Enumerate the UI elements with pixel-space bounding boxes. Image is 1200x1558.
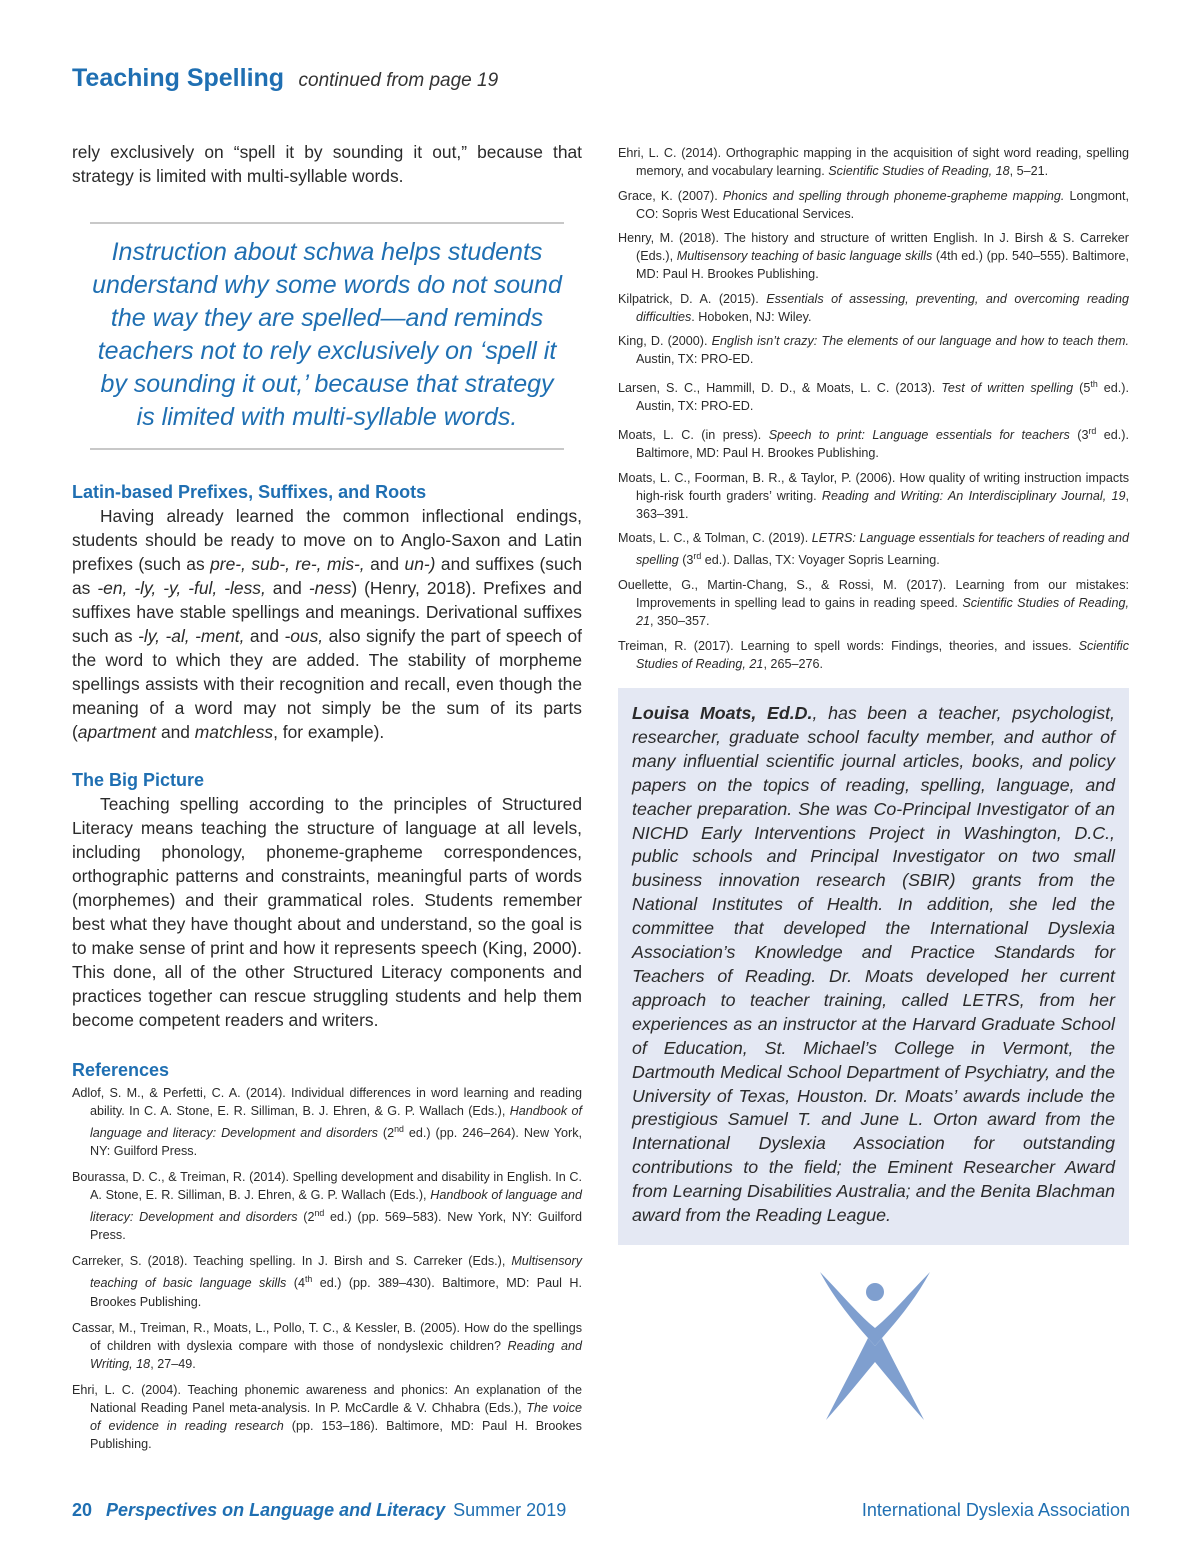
reference-item: King, D. (2000). English isn’t crazy: The elements of our language and how to teach them. Austin, TX: PRO-ED. <box>618 334 1129 367</box>
logo-head <box>866 1283 884 1301</box>
pull-quote <box>90 222 564 450</box>
reference-item: Ehri, L. C. (2004). Teaching phonemic awareness and phonics: An explanation of the National Reading Panel meta-analysis. In P. McCardle & V. Chhabra (Eds.), The voice of evidence in reading research (pp. 153–186). Baltimore, MD: Paul H. Brookes Publishing. <box>72 1382 582 1451</box>
latin-roots-paragraph: Having already learned the common inflectional endings, students should be ready to move on to Anglo-Saxon and Latin prefixes (such as pre-, sub-, re-, mis-, and un-) and suffixes (such as -en, -ly, -y, -ful, -less, and -ness) (Henry, 2018). Prefixes and suffixes have stable spellings and meanings. Derivational suffixes such as -ly, -al, -ment, and -ous, also signify the part of speech of the word to which they are added. The stability of morpheme spellings assists with their recognition and recall, even though the meaning of a word may not simply be the sum of its parts (apartment and matchless, for example). <box>72 506 582 742</box>
page-number: 20 <box>72 1500 93 1520</box>
pull-quote-line: by sounding it out,’ because that strategy <box>100 370 554 398</box>
reference-item: Larsen, S. C., Hammill, D. D., & Moats, L. C. (2013). Test of written spelling (5th ed.). Austin, TX: PRO-ED. <box>618 378 1129 414</box>
reference-item: Kilpatrick, D. A. (2015). Essentials of assessing, preventing, and overcoming reading difficulties. Hoboken, NJ: Wiley. <box>618 291 1129 324</box>
reference-item: Grace, K. (2007). Phonics and spelling through phoneme-grapheme mapping. Longmont, CO: Sopris West Educational Services. <box>618 188 1129 221</box>
reference-item: Treiman, R. (2017). Learning to spell words: Findings, theories, and issues. Scientific Studies of Reading, 21, 265–276. <box>618 638 1129 671</box>
author-bio <box>632 702 1115 1228</box>
continued-note: continued from page 19 <box>298 70 499 91</box>
reference-item: Ouellette, G., Martin-Chang, S., & Rossi, M. (2017). Learning from our mistakes: Improvements in spelling lead to gains in reading speed. Scientific Studies of Reading, 21, 350–357. <box>618 577 1129 628</box>
organization-name: International Dyslexia Association <box>861 1500 1130 1520</box>
author-bio-text: , has been a teacher, psychologist, researcher, graduate school faculty member, and author of many influential scientific journal articles, books, and policy papers on the topics of reading, spelling, language, and teacher preparation. She was Co-Principal Investigator of an NICHD Early Interventions Project in Washington, D.C., public schools and Principal Investigator on two small business innovation research (SBIR) grants from the National Institutes of Health. In addition, she led the committee that developed the International Dyslexia Association’s Knowledge and Practice Standards for Teachers of Reading. Dr. Moats developed her current approach to teacher training, called LETRS, from her experiences as an instructor at the Harvard Graduate School of Education, St. Michael’s College in Vermont, the Dartmouth Medical School Department of Psychiatry, and the University of Texas, Houston. Dr. Moats’ awards include the prestigious Samuel T. and June L. Orton award from the International Dyslexia Association for outstanding contributions to the field; the Eminent Researcher Award from Learning Disabilities Australia; and the Benita Blachman award from the Reading League. <box>632 703 1115 1226</box>
intro-paragraph: rely exclusively on “spell it by sounding it out,” because that strategy is limited with multi-syllable words. <box>72 142 582 186</box>
pull-quote-line: is limited with multi-syllable words. <box>136 403 518 431</box>
latin-roots-heading: Latin-based Prefixes, Suffixes, and Roots <box>72 482 427 502</box>
reference-item: Henry, M. (2018). The history and structure of written English. In J. Birsh & S. Carreker (Eds.), Multisensory teaching of basic language skills (4th ed.) (pp. 540–555). Baltimore, MD: Paul H. Brookes Publishing. <box>618 231 1129 282</box>
big-picture-heading: The Big Picture <box>72 770 205 790</box>
pull-quote-line: understand why some words do not sound <box>92 271 562 299</box>
ida-figure-logo-graphic <box>820 1270 930 1420</box>
big-picture-paragraph: Teaching spelling according to the principles of Structured Literacy means teaching the structure of language at all levels, including phonology, phoneme-grapheme correspondences, orthographic patterns and constraints, meaningful parts of words (morphemes) and their grammatical roles. Students remember best what they have thought about and understand, so the goal is to make sense of print and how it represents speech (King, 2000). This done, all of the other Structured Literacy components and practices together can rescue struggling students and help them become competent readers and writers. <box>72 794 582 1030</box>
page-header <box>72 64 498 93</box>
reference-list-left <box>72 1084 582 1453</box>
page-footer <box>72 1500 1130 1526</box>
author-bio-box <box>618 688 1129 1245</box>
reference-item: Moats, L. C., & Tolman, C. (2019). LETRS: Language essentials for teachers of reading and spelling (3rd ed.). Dallas, TX: Voyager Sopris Learning. <box>618 531 1129 568</box>
issue-label: Summer 2019 <box>453 1500 567 1520</box>
reference-item: Cassar, M., Treiman, R., Moats, L., Pollo, T. C., & Kessler, B. (2005). How do the spellings of children with dyslexia compare with those of nondyslexic children? Reading and Writing, 18, 27–49. <box>72 1320 582 1371</box>
ida-figure-logo-icon <box>820 1270 930 1420</box>
publication-title: Perspectives on Language and Literacy <box>106 1500 446 1520</box>
article-title: Teaching Spelling <box>72 64 285 92</box>
logo-legs <box>826 1338 924 1420</box>
reference-item: Ehri, L. C. (2014). Orthographic mapping in the acquisition of sight word reading, spelling memory, and vocabulary learning. Scientific Studies of Reading, 18, 5–21. <box>618 146 1129 178</box>
footer-left <box>72 1500 566 1521</box>
right-column <box>618 142 1129 679</box>
pull-quote-line: Instruction about schwa helps students <box>111 238 543 266</box>
reference-item: Bourassa, D. C., & Treiman, R. (2014). Spelling development and disability in English. In C. A. Stone, E. R. Silliman, B. J. Ehren, & G. P. Wallach (Eds.), Handbook of language and literacy: Development and disorders (2nd ed.) (pp. 569–583). New York, NY: Guilford Press. <box>72 1170 582 1243</box>
reference-item: Carreker, S. (2018). Teaching spelling. In J. Birsh and S. Carreker (Eds.), Multisensory teaching of basic language skills (4th ed.) (pp. 389–430). Baltimore, MD: Paul H. Brookes Publishing. <box>72 1254 582 1309</box>
reference-item: Moats, L. C., Foorman, B. R., & Taylor, P. (2006). How quality of writing instruction impacts high-risk fourth graders’ writing. Reading and Writing: An Interdisciplinary Journal, 19, 363–391. <box>618 470 1129 521</box>
reference-list-right <box>618 144 1129 673</box>
author-name: Louisa Moats, Ed.D. <box>632 703 813 723</box>
pull-quote-line: the way they are spelled—and reminds <box>110 304 544 332</box>
reference-item: Moats, L. C. (in press). Speech to print: Language essentials for teachers (3rd ed.). Baltimore, MD: Paul H. Brookes Publishing. <box>618 425 1129 460</box>
references-heading: References <box>72 1060 170 1080</box>
pull-quote-line: teachers not to rely exclusively on ‘spell it <box>97 337 557 365</box>
reference-item: Adlof, S. M., & Perfetti, C. A. (2014). Individual differences in word learning and reading ability. In C. A. Stone, E. R. Silliman, B. J. Ehren, & G. P. Wallach (Eds.), Handbook of language and literacy: Development and disorders (2nd ed.) (pp. 246–264). New York, NY: Guilford Press. <box>72 1086 583 1159</box>
left-column <box>72 140 582 1461</box>
